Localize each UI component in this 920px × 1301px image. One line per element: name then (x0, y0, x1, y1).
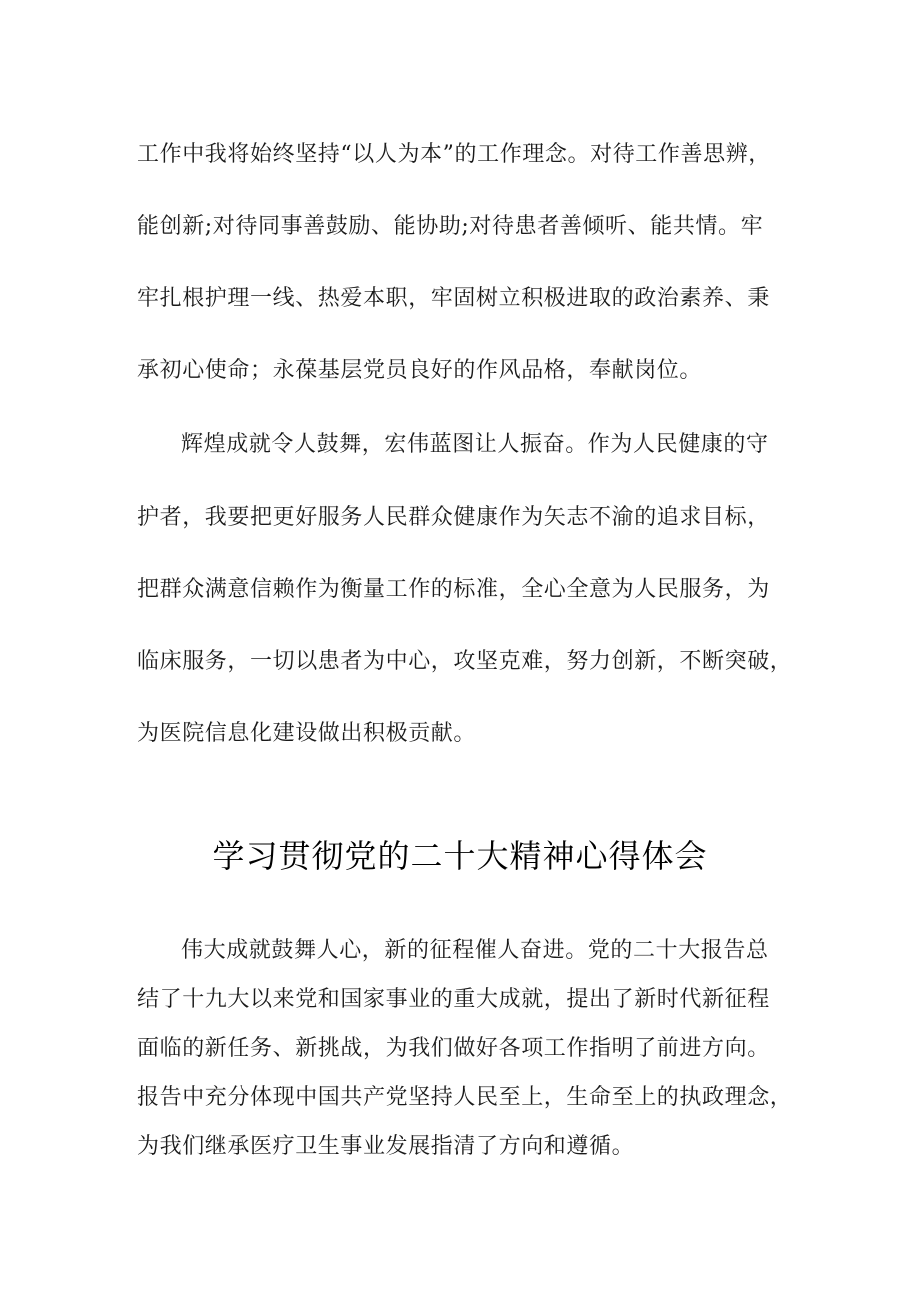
paragraph-3-line-4: 报告中充分体现中国共产党坚持人民至上，生命至上的执政理念， (137, 1085, 793, 1110)
paragraph-3-line-3: 面临的新任务、新挑战，为我们做好各项工作指明了前进方向。 (137, 1036, 770, 1061)
paragraph-2-line-4: 临床服务，一切以患者为中心，攻坚克难，努力创新，不断突破， (137, 649, 793, 674)
paragraph-3-line-5: 为我们继承医疗卫生事业发展指清了方向和遵循。 (137, 1134, 635, 1159)
paragraph-2-line-3: 把群众满意信赖作为衡量工作的标准，全心全意为人民服务，为 (137, 577, 770, 602)
paragraph-2-line-1: 辉煌成就令人鼓舞，宏伟蓝图让人振奋。作为人民健康的守 (181, 432, 769, 457)
paragraph-3-line-1: 伟大成就鼓舞人心，新的征程催人奋进。党的二十大报告总 (181, 938, 769, 963)
page-title: 学习贯彻党的二十大精神心得体会 (212, 837, 708, 875)
paragraph-1-line-1: 工作中我将始终坚持“以人为本”的工作理念。对待工作善思辨， (137, 142, 771, 167)
paragraph-1-line-3: 牢扎根护理一线、热爱本职，牢固树立积极进取的政治素养、秉 (137, 286, 770, 311)
paragraph-2-line-2: 护者，我要把更好服务人民群众健康作为矢志不渝的追求目标， (137, 505, 770, 530)
paragraph-1-line-4: 承初心使命；永葆基层党员良好的作风品格，奉献岗位。 (137, 358, 703, 383)
paragraph-2-line-5: 为医院信息化建设做出积极贡献。 (137, 721, 477, 746)
paragraph-1-line-2: 能创新;对待同事善鼓励、能协助;对待患者善倾听、能共情。牢 (137, 214, 764, 239)
paragraph-3-line-2: 结了十九大以来党和国家事业的重大成就，提出了新时代新征程 (137, 987, 770, 1012)
